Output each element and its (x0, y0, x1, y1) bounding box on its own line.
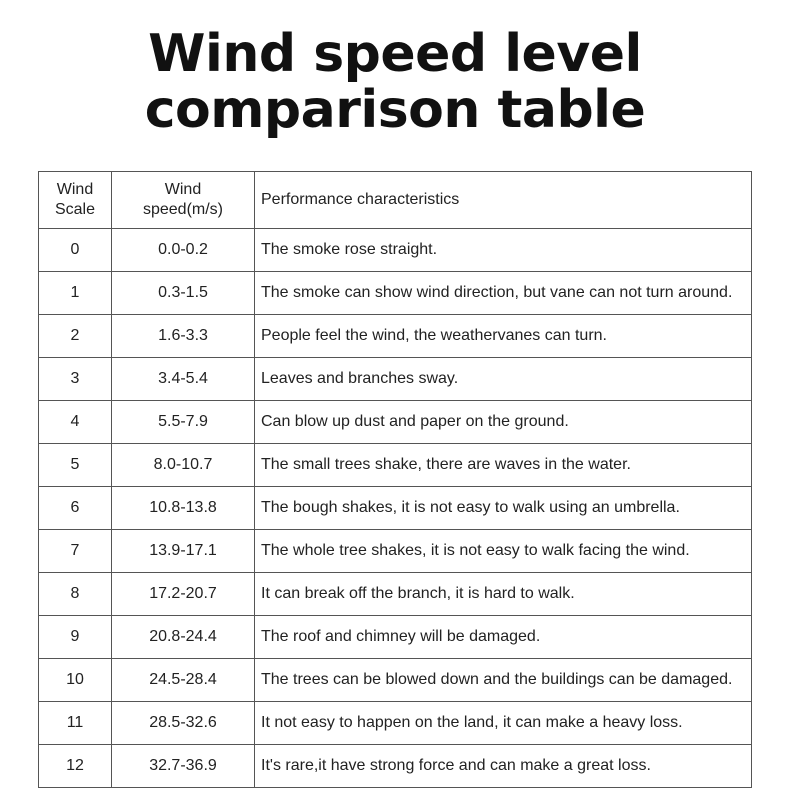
cell-wind-scale: 11 (39, 702, 112, 745)
cell-wind-speed: 13.9-17.1 (112, 530, 255, 573)
cell-wind-speed: 0.3-1.5 (112, 272, 255, 315)
cell-performance: People feel the wind, the weathervanes can turn. (255, 315, 752, 358)
cell-wind-speed: 0.0-0.2 (112, 229, 255, 272)
table-row (39, 745, 752, 788)
cell-wind-scale: 2 (39, 315, 112, 358)
cell-performance: The bough shakes, it is not easy to walk using an umbrella. (255, 487, 752, 530)
cell-wind-speed: 20.8-24.4 (112, 616, 255, 659)
cell-wind-scale: 8 (39, 573, 112, 616)
title-line-1: Wind speed level (148, 24, 642, 84)
cell-wind-scale: 3 (39, 358, 112, 401)
cell-wind-speed: 24.5-28.4 (112, 659, 255, 702)
cell-wind-scale: 4 (39, 401, 112, 444)
cell-wind-speed: 3.4-5.4 (112, 358, 255, 401)
table-row (39, 229, 752, 272)
cell-performance: The trees can be blowed down and the buildings can be damaged. (255, 659, 752, 702)
cell-wind-speed: 8.0-10.7 (112, 444, 255, 487)
header-wind-scale (39, 172, 112, 229)
cell-wind-scale: 10 (39, 659, 112, 702)
header-wind-speed (112, 172, 255, 229)
header-wind-speed-line-2: speed(m/s) (142, 201, 224, 218)
cell-performance: It not easy to happen on the land, it can make a heavy loss. (255, 702, 752, 745)
cell-performance: It can break off the branch, it is hard to walk. (255, 573, 752, 616)
header-wind-speed-line-1: Wind (164, 181, 202, 198)
table-row (39, 659, 752, 702)
page-title (0, 26, 790, 138)
cell-wind-speed: 32.7-36.9 (112, 745, 255, 788)
table-row (39, 358, 752, 401)
table-row (39, 401, 752, 444)
cell-performance: It's rare,it have strong force and can make a great loss. (255, 745, 752, 788)
table-row (39, 487, 752, 530)
cell-performance: The smoke can show wind direction, but vane can not turn around. (255, 272, 752, 315)
cell-wind-speed: 10.8-13.8 (112, 487, 255, 530)
cell-performance: The whole tree shakes, it is not easy to walk facing the wind. (255, 530, 752, 573)
table-row (39, 315, 752, 358)
cell-performance: The small trees shake, there are waves in the water. (255, 444, 752, 487)
cell-wind-scale: 7 (39, 530, 112, 573)
cell-wind-scale: 6 (39, 487, 112, 530)
cell-performance: Leaves and branches sway. (255, 358, 752, 401)
cell-wind-scale: 9 (39, 616, 112, 659)
cell-wind-scale: 12 (39, 745, 112, 788)
cell-performance: Can blow up dust and paper on the ground. (255, 401, 752, 444)
wind-scale-table (38, 171, 752, 788)
table-body (39, 229, 752, 788)
header-performance: Performance characteristics (255, 172, 752, 229)
cell-wind-scale: 1 (39, 272, 112, 315)
cell-performance: The roof and chimney will be damaged. (255, 616, 752, 659)
cell-wind-speed: 28.5-32.6 (112, 702, 255, 745)
header-wind-scale-line-2: Scale (54, 201, 96, 218)
cell-performance: The smoke rose straight. (255, 229, 752, 272)
table-row (39, 444, 752, 487)
cell-wind-speed: 5.5-7.9 (112, 401, 255, 444)
table-row (39, 702, 752, 745)
table-row (39, 272, 752, 315)
table-row (39, 573, 752, 616)
table-row (39, 616, 752, 659)
table-header-row (39, 172, 752, 229)
cell-wind-scale: 0 (39, 229, 112, 272)
cell-wind-speed: 1.6-3.3 (112, 315, 255, 358)
table-row (39, 530, 752, 573)
title-line-2: comparison table (144, 80, 646, 140)
cell-wind-speed: 17.2-20.7 (112, 573, 255, 616)
header-wind-scale-line-1: Wind (56, 181, 94, 198)
cell-wind-scale: 5 (39, 444, 112, 487)
